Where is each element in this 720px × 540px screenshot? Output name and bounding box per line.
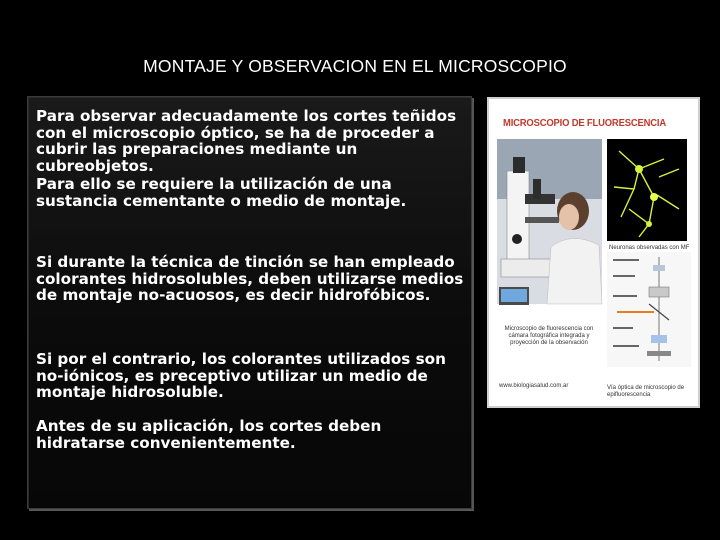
microscope-photo (497, 139, 602, 305)
figure-title: MICROSCOPIO DE FLUORESCENCIA (503, 117, 666, 129)
paragraph-3: Si durante la técnica de tinción se han empleado colorantes hidrosolubles, deben utilizarse medios de montaje no-acuosos, es decir hidrofóbicos. (36, 253, 464, 304)
neurons-image (607, 139, 687, 241)
slide-title: MONTAJE Y OBSERVACION EN EL MICROSCOPIO (143, 56, 567, 76)
paragraph-2: Para ello se requiere la utilización de una sustancia cementante o medio de montaje. (36, 175, 407, 210)
caption-microscope: Microscopio de fluorescencia con cámara fotográfica integrada y proyección de la observación (504, 326, 594, 346)
caption-neurons: Neuronas observadas con MF (609, 245, 690, 251)
paragraph-1: Para observar adecuadamente los cortes teñidos con el microscopio óptico, se ha de proceder a cubrir las preparaciones mediante un cubreobjetos. (36, 107, 457, 175)
paragraph-4: Si por el contrario, los colorantes utilizados son no-iónicos, es preceptivo utilizar un medio de montaje hidrosoluble. (36, 350, 446, 401)
fluorescence-microscope-figure (489, 99, 698, 406)
optical-path-diagram (607, 252, 691, 367)
caption-optical-path: Vía óptica de microscopio de epifluorescencia (607, 385, 685, 398)
paragraph-5: Antes de su aplicación, los cortes deben hidratarse convenientemente. (36, 417, 382, 452)
figure-illustration (489, 99, 698, 406)
caption-url: www.biologiasalud.com.ar (499, 383, 569, 389)
